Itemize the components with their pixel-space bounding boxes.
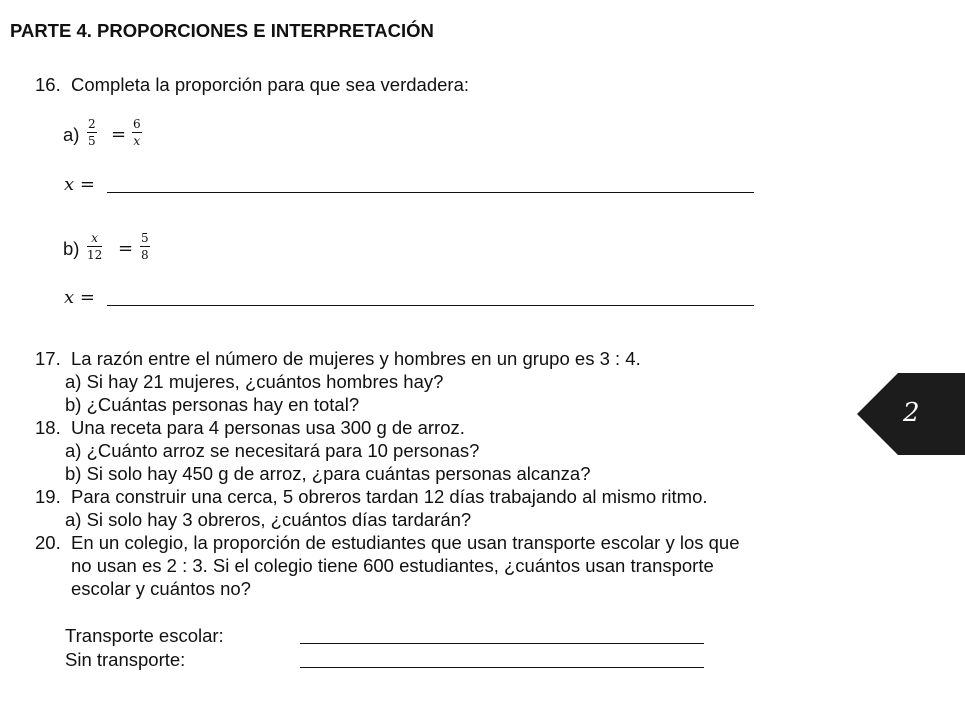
q16a-label: a) xyxy=(63,124,80,145)
q16a-answer-label: x = xyxy=(64,174,95,195)
q20-line-2: no usan es 2 : 3. Si el colegio tiene 600 estudiantes, ¿cuántos usan transporte xyxy=(71,555,714,576)
q16b-label: b) xyxy=(63,238,80,259)
q16b-right-fraction xyxy=(140,231,150,262)
q16a-right-denominator: x xyxy=(133,134,141,148)
q19-part-a: a) Si solo hay 3 obreros, ¿cuántos días tardarán? xyxy=(65,509,472,530)
q16b-right-numerator: 5 xyxy=(141,231,149,245)
q19-text: Para construir una cerca, 5 obreros tardan 12 días trabajando al mismo ritmo. xyxy=(71,486,708,507)
q16a-equals: = xyxy=(111,124,127,145)
q20-number: 20. xyxy=(35,532,61,553)
q16b-left-denominator: 12 xyxy=(87,248,103,262)
q16a-right-numerator: 6 xyxy=(133,117,141,131)
q18-number: 18. xyxy=(35,417,61,438)
q16a-left-denominator: 5 xyxy=(88,134,96,148)
q19-number: 19. xyxy=(35,486,61,507)
q18-part-a: a) ¿Cuánto arroz se necesitará para 10 personas? xyxy=(65,440,480,461)
q16a-right-fraction xyxy=(132,117,142,148)
q17-text: La razón entre el número de mujeres y hombres en un grupo es 3 : 4. xyxy=(71,348,641,369)
q16b-left-fraction xyxy=(87,231,102,262)
q18-text: Una receta para 4 personas usa 300 g de arroz. xyxy=(71,417,465,438)
q16b-answer-line[interactable] xyxy=(107,305,754,306)
q16b-equals: = xyxy=(118,238,134,259)
q20-no-transport-answer-line[interactable] xyxy=(300,667,704,668)
q20-line-3: escolar y cuántos no? xyxy=(71,578,251,599)
q17-part-a: a) Si hay 21 mujeres, ¿cuántos hombres hay? xyxy=(65,371,444,392)
q20-transport-answer-line[interactable] xyxy=(300,643,704,644)
q17-part-b: b) ¿Cuántas personas hay en total? xyxy=(65,394,360,415)
q16b-answer-label: x = xyxy=(64,287,95,308)
q17-number: 17. xyxy=(35,348,61,369)
q16a-left-fraction xyxy=(87,117,97,148)
q20-transport-label: Transporte escolar: xyxy=(65,625,224,646)
q16b-right-denominator: 8 xyxy=(141,248,149,262)
page-title: PARTE 4. PROPORCIONES E INTERPRETACIÓN xyxy=(10,20,434,41)
q16-number: 16. xyxy=(35,74,61,95)
q16b-left-numerator: x xyxy=(87,231,102,247)
page-number: 2 xyxy=(903,398,920,428)
q16a-left-numerator: 2 xyxy=(88,117,96,131)
q18-part-b: b) Si solo hay 450 g de arroz, ¿para cuántas personas alcanza? xyxy=(65,463,591,484)
q20-line-1: En un colegio, la proporción de estudiantes que usan transporte escolar y los que xyxy=(71,532,740,553)
q16a-answer-line[interactable] xyxy=(107,192,754,193)
q16-text: Completa la proporción para que sea verdadera: xyxy=(71,74,469,95)
q20-no-transport-label: Sin transporte: xyxy=(65,649,186,670)
